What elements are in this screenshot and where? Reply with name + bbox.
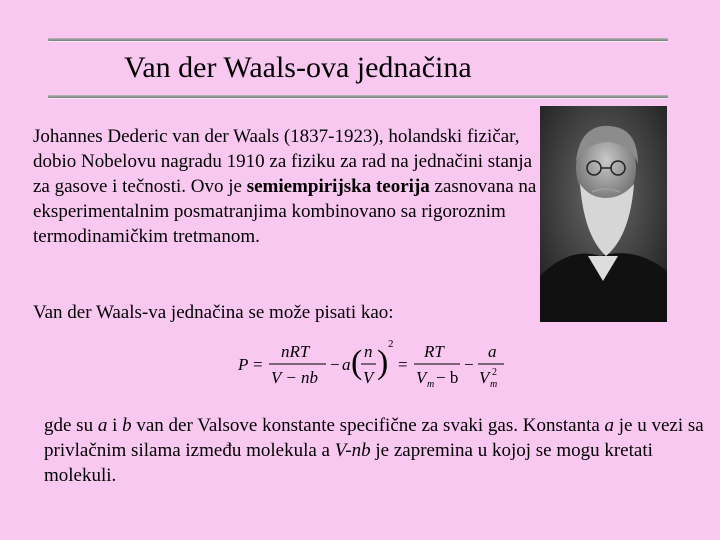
eq-a2: a	[488, 342, 497, 361]
eq-exponent: 2	[388, 338, 394, 350]
vdw-equation	[236, 337, 506, 393]
explain-var-a: a	[97, 415, 108, 436]
top-divider	[48, 38, 668, 41]
explanation-paragraph	[44, 413, 704, 488]
eq-minus-2: −	[464, 355, 474, 374]
bottom-divider	[48, 95, 668, 98]
eq-nRT: nRT	[281, 342, 310, 361]
eq-paren-open: (	[351, 344, 363, 381]
equation-intro: Van der Waals-va jednačina se može pisati kao:	[33, 302, 394, 323]
eq-a: a	[342, 355, 351, 374]
explain-text-2: i	[107, 415, 123, 436]
eq-P: P	[238, 355, 249, 374]
portrait-photo	[540, 106, 667, 322]
intro-text-1: Johannes Dederic van der Waals (1837-1923), holandski fizičar, dobio Nobelovu nagradu 1910 za fiziku za rad na jednačini stanja za gasove i tečnosti. Ovo je	[33, 126, 533, 197]
explain-text-4: je u vezi sa privlačnim silama između molekula a	[44, 415, 704, 461]
eq-equals-2: =	[398, 355, 408, 374]
eq-V: V	[363, 368, 374, 387]
eq-Vm2-exp: 2	[492, 367, 497, 378]
explain-var-a-2: a	[604, 415, 615, 436]
explain-text-3: van der Valsove konstante specifične za svaki gas. Konstanta	[131, 415, 605, 436]
eq-Vm2-sub: m	[490, 379, 498, 390]
eq-paren-close: )	[377, 344, 389, 381]
eq-equals: =	[253, 355, 263, 374]
intro-text-2: zasnovana na eksperimentalnim posmatranjima kombinovano sa rigoroznim termodinamičkim tretmanom.	[33, 176, 537, 247]
portrait-illustration	[540, 106, 667, 322]
eq-Vm: V	[416, 368, 427, 387]
explain-var-vnb: V-nb	[334, 440, 371, 461]
eq-Vm-sub: m	[427, 379, 435, 390]
eq-Vm2: V	[479, 368, 490, 387]
eq-V-nb: V − nb	[271, 368, 319, 387]
eq-minus-1: −	[330, 355, 340, 374]
eq-RT: RT	[424, 342, 444, 361]
page-title: Van der Waals-ova jednačina	[124, 51, 472, 84]
explain-text-5: je zapremina u kojoj se mogu kretati molekuli.	[44, 440, 653, 486]
explain-text-1: gde su	[44, 415, 98, 436]
intro-paragraph	[33, 124, 543, 249]
eq-n: n	[364, 342, 373, 361]
explain-var-b: b	[122, 415, 132, 436]
intro-bold-term: semiempirijska teorija	[246, 176, 430, 197]
eq-minus-b: − b	[436, 368, 459, 387]
